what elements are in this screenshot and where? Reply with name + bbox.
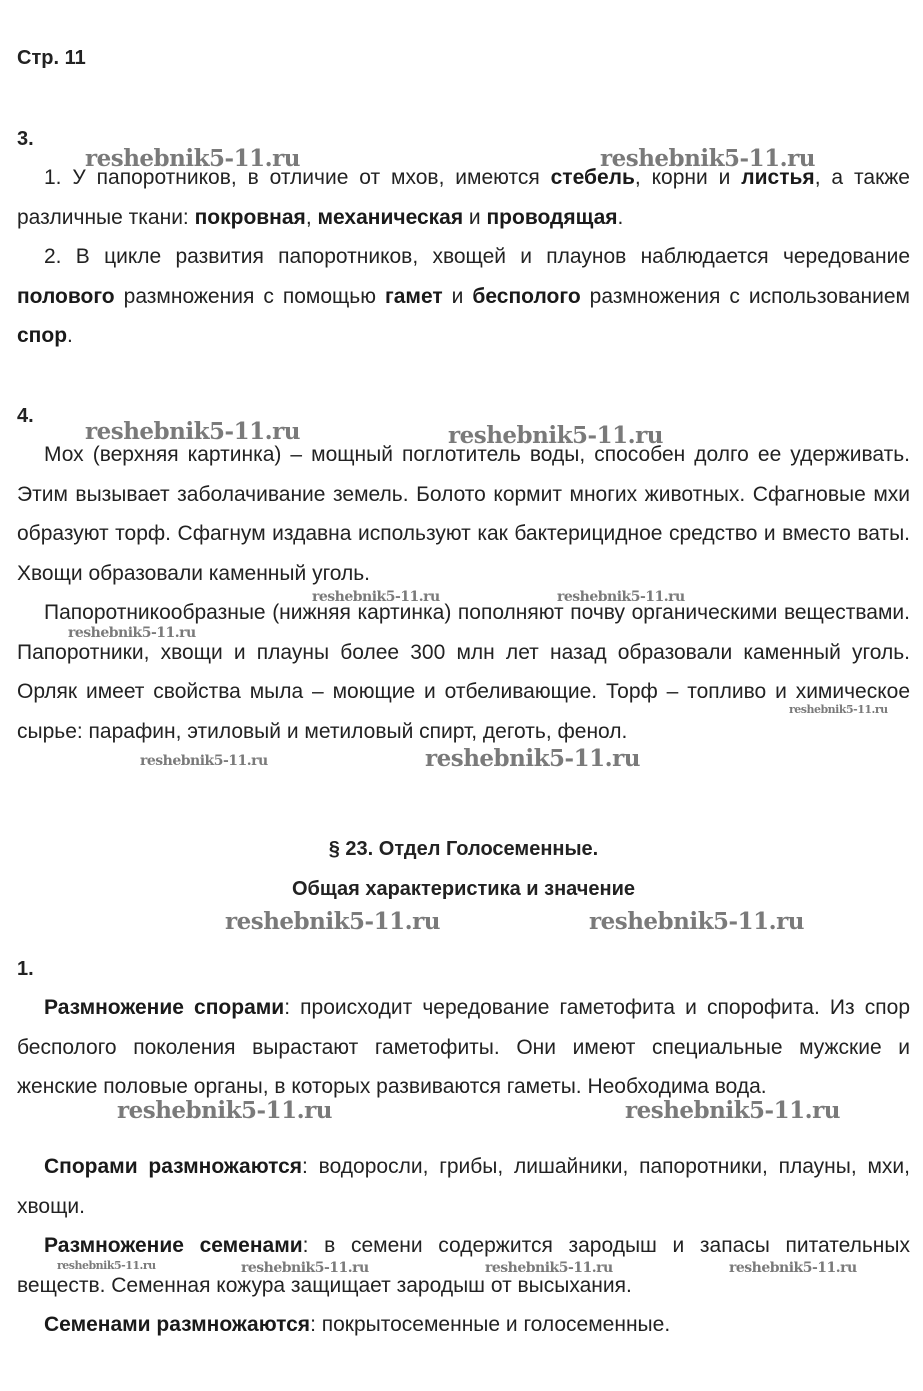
watermark: reshebnik5-11.ru — [57, 1259, 156, 1272]
section-title: § 23. Отдел Голосеменные. — [328, 838, 599, 860]
watermark: reshebnik5-11.ru — [448, 422, 663, 449]
seeds-organisms-paragraph: Семенами размножаются: покрытосеменные и голосеменные. — [44, 1313, 671, 1336]
task4-paragraph-2: Папоротникообразные (нижняя картинка) пополняют почву органическими веществами. Папоротники, хвощи и плауны более 300 млн лет назад образовали каменный уголь. Орляк имеет свойства мыла – моющие и отбеливающие. Торф – топливо и химическое сырье: парафин, этиловый и метиловый спирт, деготь, фенол. — [17, 601, 910, 743]
task3-paragraph-2: 2. В цикле развития папоротников, хвощей и плаунов наблюдается чередование полового размножения с помощью гамет и бесполого размножения с использованием спор. — [17, 245, 910, 348]
watermark: reshebnik5-11.ru — [729, 1260, 857, 1276]
seeds-reproduction-paragraph: Размножение семенами: в семени содержится зародыш и запасы питательных веществ. Семенная кожура защищает зародыш от высыхания. — [17, 1234, 910, 1297]
watermark: reshebnik5-11.ru — [312, 589, 440, 605]
watermark: reshebnik5-11.ru — [225, 908, 440, 935]
watermark: reshebnik5-11.ru — [557, 589, 685, 605]
watermark: reshebnik5-11.ru — [425, 745, 640, 772]
task3-paragraph-1: 1. У папоротников, в отличие от мхов, имеются стебель, корни и листья, а также различные ткани: покровная, механическая и проводящая. — [17, 166, 910, 229]
section-subtitle: Общая характеристика и значение — [291, 878, 636, 900]
watermark: reshebnik5-11.ru — [625, 1097, 840, 1124]
watermark: reshebnik5-11.ru — [117, 1097, 332, 1124]
watermark: reshebnik5-11.ru — [485, 1260, 613, 1276]
task4-paragraph-1: Мох (верхняя картинка) – мощный поглотитель воды, способен долго ее удерживать. Этим вызывает заболачивание земель. Болото кормит многих животных. Сфагновые мхи образуют торф. Сфагнум издавна используют как бактерицидное средство и вместо ваты. Хвощи образовали каменный уголь. — [17, 443, 910, 585]
watermark: reshebnik5-11.ru — [241, 1260, 369, 1276]
watermark: reshebnik5-11.ru — [85, 145, 300, 172]
spores-organisms-paragraph: Спорами размножаются: водоросли, грибы, лишайники, папоротники, плауны, мхи, хвощи. — [17, 1155, 910, 1218]
watermark: reshebnik5-11.ru — [589, 908, 804, 935]
page-reference: Стр. 11 — [17, 47, 86, 69]
task-number-3: 3. — [17, 128, 34, 150]
watermark: reshebnik5-11.ru — [68, 625, 196, 641]
task-number-4: 4. — [17, 405, 34, 427]
watermark: reshebnik5-11.ru — [789, 703, 888, 716]
watermark: reshebnik5-11.ru — [85, 418, 300, 445]
task-number-1: 1. — [17, 958, 34, 980]
watermark: reshebnik5-11.ru — [140, 753, 268, 769]
spores-reproduction-paragraph: Размножение спорами: происходит чередование гаметофита и спорофита. Из спор бесполого поколения вырастают гаметофиты. Они имеют специальные мужские и женские половые органы, в которых развиваются гаметы. Необходима вода. — [17, 996, 910, 1099]
watermark: reshebnik5-11.ru — [600, 145, 815, 172]
